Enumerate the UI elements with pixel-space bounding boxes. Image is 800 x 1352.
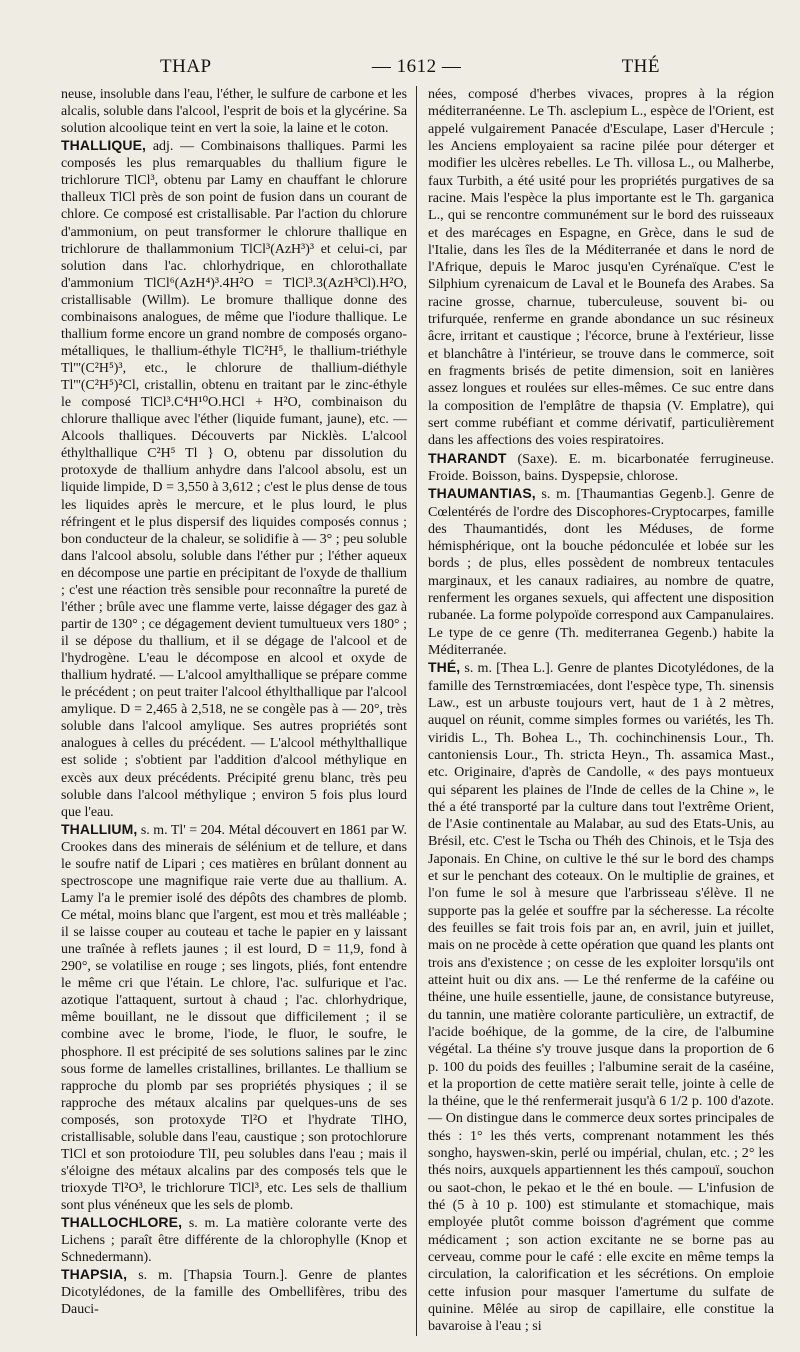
entry-text: s. m. [Thaumantias Gegenb.]. Genre de Cœlentérés de l'ordre des Discophores-Cryptocarpes, famille des Thaumantidés, dont les Méduses, de forme hémisphérique, ont la bouche pédonculée et lobée sur les bords ; de plus, elles possèdent de nombreux tentacules marginaux, et les canaux radiaires, au nombre de quatre, renferment les organes sexuels, qui affectent une disposition rubanée. La forme polypoïde correspond aux Campanulaires. Le type de ce genre (Th. mediterranea Gegenb.) habite la Méditerranée. (428, 486, 774, 658)
entry-continuation: neuse, insoluble dans l'eau, l'éther, le sulfure de carbone et les alcalis, soluble dans l'alcool, l'esprit de bois et la glycérine. Sa solution alcoolique teint en vert la soie, la laine et le coton. (61, 87, 407, 137)
right-column (428, 86, 774, 1336)
entry-thallochlore (61, 1214, 407, 1266)
running-head (160, 56, 660, 84)
entry-text: s. m. [Thea L.]. Genre de plantes Dicotylédones, de la famille des Ternstrœmiacées, dont l'espèce type, Th. sinensis Law., est un arbuste toujours vert, haut de 1 à 2 mètres, auquel on réunit, comme simples formes ou variétés, les Th. viridis L., Th. Bohea L., Th. cochinchinensis Lour., Th. cantoniensis Lour., Th. stricta Heyn., Th. assamica Mast., etc. Originaire, d'après de Candolle, « des pays montueux qui séparent les plaines de l'Inde de celles de la Chine », le thé a été transporté par la culture dans tout l'extrême Orient, de l'Asie continentale au Malabar, au sud des Etats-Unis, au Brésil, etc. C'est le Tscha ou Théh des Chinois, et le Tsja des Japonais. En Chine, on cultive le thé sur le bord des champs et sur le penchant des coteaux. On le multiplie de graines, et l'on fume le sol à mesure que l'arbrisseau s'élève. Il ne supporte pas la gelée et souffre par la sécheresse. La récolte des feuilles se fait trois fois par an, en avril, juin et juillet, mais on ne procède à cette opération que quand les plants ont trois ans d'existence ; on cesse de les exploiter lorsqu'ils ont atteint huit ou dix ans. — Le thé renferme de la caféine ou théine, une huile essentielle, jaune, de consistance butyreuse, du tannin, une matière colorante particulière, un extractif, de l'acide boéhique, de la gomme, de la cire, de l'albumine végétal. La théine s'y trouve jusque dans la proportion de 6 p. 100 du poids des feuilles ; l'albumine serait de la caséine, et la proportion de cette matière serait telle, jointe à celle de la théine, que le thé renfermerait jusqu'à 6 1/2 p. 100 d'azote. — On distingue dans le commerce deux sortes principales de thés : 1° les thés verts, comprenant notamment les thés songho, hayswen-skin, perlé ou impérial, chulan, etc. ; 2° les thés noirs, auxquels appartiennent les thés campouï, souchon ou saot-chon, le pekao et le thé en boule. — L'infusion de thé (5 à 10 p. 100) est stimulante et stomachique, mais employée plutôt comme boisson d'agrément que comme médicament ; son action excitante ne se borne pas au cerveau, comme pour le café : elle excite en même temps la circulation, la calorification et les sécrétions. On emploie cette infusion pour masquer l'amertume du sulfate de quinine. Mêlée au sirop de capillaire, elle constitue la bavaroise à l'eau ; si (428, 660, 774, 1335)
headword: THALLIUM, (61, 820, 138, 837)
entry-text: s. m. [Thapsia Tourn.]. Genre de plantes Dicotylédones, de la famille des Ombellifères, tribu des Dauci- (61, 1268, 407, 1318)
running-head-left: THAP (160, 56, 212, 77)
entry-text: s. m. La matière colorante verte des Lichens ; paraît être différente de la chlorophylle (Knop et Schnedermann). (61, 1216, 407, 1266)
running-head-right: THÉ (621, 56, 660, 77)
entry-text: adj. — Combinaisons thalliques. Parmi les composés les plus remarquables du thallium figure le trichlorure TlCl³, obtenu par Lamy en chauffant le chlorure thalleux TlCl près de son point de fusion dans un courant de chlore. Ce composé est cristallisable. Par l'action du chlorure d'ammonium, on peut transformer le chlorure thallique en trichlorure de thallammonium TlCl³(AzH³)³ et celui-ci, par solution dans l'ac. chlorhydrique, en chlorothallate d'ammonium TlCl⁶(AzH⁴)³.4H²O = TlCl³.3(AzH³Cl).H²O, cristallisable (Willm). Le bromure thallique donne des combinaisons analogues, de même que l'iodure thallique. Le thallium forme encore un grand nombre de composés organo-métalliques, le thallium-éthyle TlC²H⁵, le thallium-triéthyle Tl'''(C²H⁵)³, etc., le chlorure de thallium-diéthyle Tl'''(C²H⁵)²Cl, cristallin, obtenu en traitant par le zinc-éthyle le composé TlCl³.C⁴H¹⁰O.HCl + H²O, combinaison du chlorure thallique avec l'éther (liquide fumant, jaune), etc. — Alcools thalliques. Découverts par Nicklès. L'alcool éthylthallique C²H⁵ Tl } O, obtenu par dissolution du protoxyde de thallium anhydre dans l'alcool absolu, est un liquide limpide, D = 3,550 à 3,612 ; c'est le plus dense de tous les liquides après le mercure, et le plus lourd, le plus réfringent et le plus dispersif des liquides composés connus ; bon conducteur de la chaleur, se solidifie à — 3° ; peu soluble dans l'alcool absolu, soluble dans l'éther pur ; l'éther aqueux en décompose une partie en précipitant de l'oxyde de thallium ; c'est une réaction très sensible pour reconnaître la pureté de l'éther ; brûle avec une flamme verte, laisse dégager des gaz à partir de 130° ; ce dégagement devient tumultueux vers 180° ; il se dépose du thallium, et il se dégage de l'alcool et de l'hydrogène. L'eau le décompose en alcool et oxyde de thallium hydraté. — L'alcool amylthallique se prépare comme le précédent ; on peut traiter l'alcool éthylthallique par l'alcool amylique. D = 2,465 à 2,518, ne se congèle pas à — 20°, très soluble dans l'alcool amylique. Ses autres propriétés sont analogues à celles du précédent. — L'alcool méthylthallique est solide ; s'obtient par l'addition d'alcool méthylique en excès aux deux précédents. Précipité grenu blanc, très peu soluble dans l'alcool méthylique ; environ 5 fois plus lourd que l'eau. (61, 139, 407, 820)
entry-text: (Saxe). E. m. bicarbonatée ferrugineuse. Froide. Boisson, bains. Dyspepsie, chlorose. (428, 450, 774, 484)
entry-continuation: nées, composé d'herbes vivaces, propres à la région méditerranéenne. Le Th. asclepium L., espèce de l'Orient, est appelé vulgairement Panacée d'Esculape, Laser d'Hercule ; les Anciens employaient sa racine pilée pour déterger et modifier les ulcères rebelles. Le Th. villosa L., ou Malherbe, faux Turbith, a été usité pour les propriétés purgatives de sa racine. Mais l'espèce la plus importante est le Th. garganica L., qui se rencontre communément sur le bord des ruisseaux et des marécages en Espagne, en Grèce, dans le sud de l'Italie, dans les îles de la Méditerranée et dans le nord de l'Afrique, depuis le Maroc jusqu'en Cyrénaïque. C'est le Silphium cyrenaicum de Laval et le Bounefa des Arabes. Sa racine grosse, charnue, tuberculeuse, souvent bi- ou trifurquée, renferme en grande abondance un suc résineux âcre, irritant et caustique ; l'écorce, brune à l'extérieur, lisse et blanchâtre à l'intérieur, se trouve dans le commerce, soit en fragments brisés de petite dimension, soit en lanières assez longues et roulées sur elles-mêmes. Ce suc entre dans la composition de l'emplâtre de thapsia (V. Emplatre), qui sert comme rubéfiant et comme dérivatif, particulièrement dans les affections des voies respiratoires. (428, 86, 774, 449)
left-column (61, 86, 407, 1319)
entry-thaumantias (428, 485, 774, 659)
entry-thallium (61, 821, 407, 1214)
headword: THAPSIA, (61, 1266, 128, 1283)
headword: THARANDT (428, 449, 507, 466)
entry-thapsia (61, 1266, 407, 1318)
entry-thallique (61, 137, 407, 821)
entry-the (428, 659, 774, 1335)
entry-text: s. m. Tl' = 204. Métal découvert en 1861 par W. Crookes dans des minerais de sélénium et de tellure, et dans le soufre natif de Lipari ; ces matières en brûlant donnent au spectroscope une magnifique raie verte due au thallium. A. Lamy l'a le premier isolé des dépôts des chambres de plomb. Ce métal, moins blanc que l'argent, est mou et très malléable ; il se laisse couper au couteau et tache le papier en y laissant une traînée à reflets jaunes ; il est lourd, D = 11,9, fond à 290°, se volatilise en rouge ; ses lingots, pliés, font entendre le même cri que l'étain. Le chlore, l'ac. sulfurique et l'ac. azotique l'attaquent, surtout à chaud ; l'ac. chlorhydrique, même bouillant, ne le dissout que difficilement ; il se combine avec le brome, l'iode, le fluor, le soufre, le phosphore. Il est précipité de ses solutions salines par le zinc sous forme de lamelles cristallines, brillantes. Le thallium se rapproche du plomb par ses propriétés physiques ; il se rapproche des métaux alcalins par quelques-uns de ses composés, son protoxyde Tl²O et l'hydrate TlHO, cristallisable, soluble dans l'eau, caustique ; son protochlorure TlCl et son protoiodure TlI, peu solubles dans l'eau ; mais il s'éloigne des métaux alcalins par des composés tels que le trioxyde Tl²O³, le trichlorure TlCl³, etc. Les sels de thallium sont plus vénéneux que les sels de plomb. (61, 822, 407, 1214)
headword: THALLIQUE, (61, 137, 146, 154)
headword: THÉ, (428, 659, 461, 676)
page-number: — 1612 — (371, 56, 462, 77)
headword: THALLOCHLORE, (61, 1214, 183, 1231)
headword: THAUMANTIAS, (428, 485, 536, 502)
entry-tharandt (428, 450, 774, 486)
column-divider (416, 86, 417, 1336)
